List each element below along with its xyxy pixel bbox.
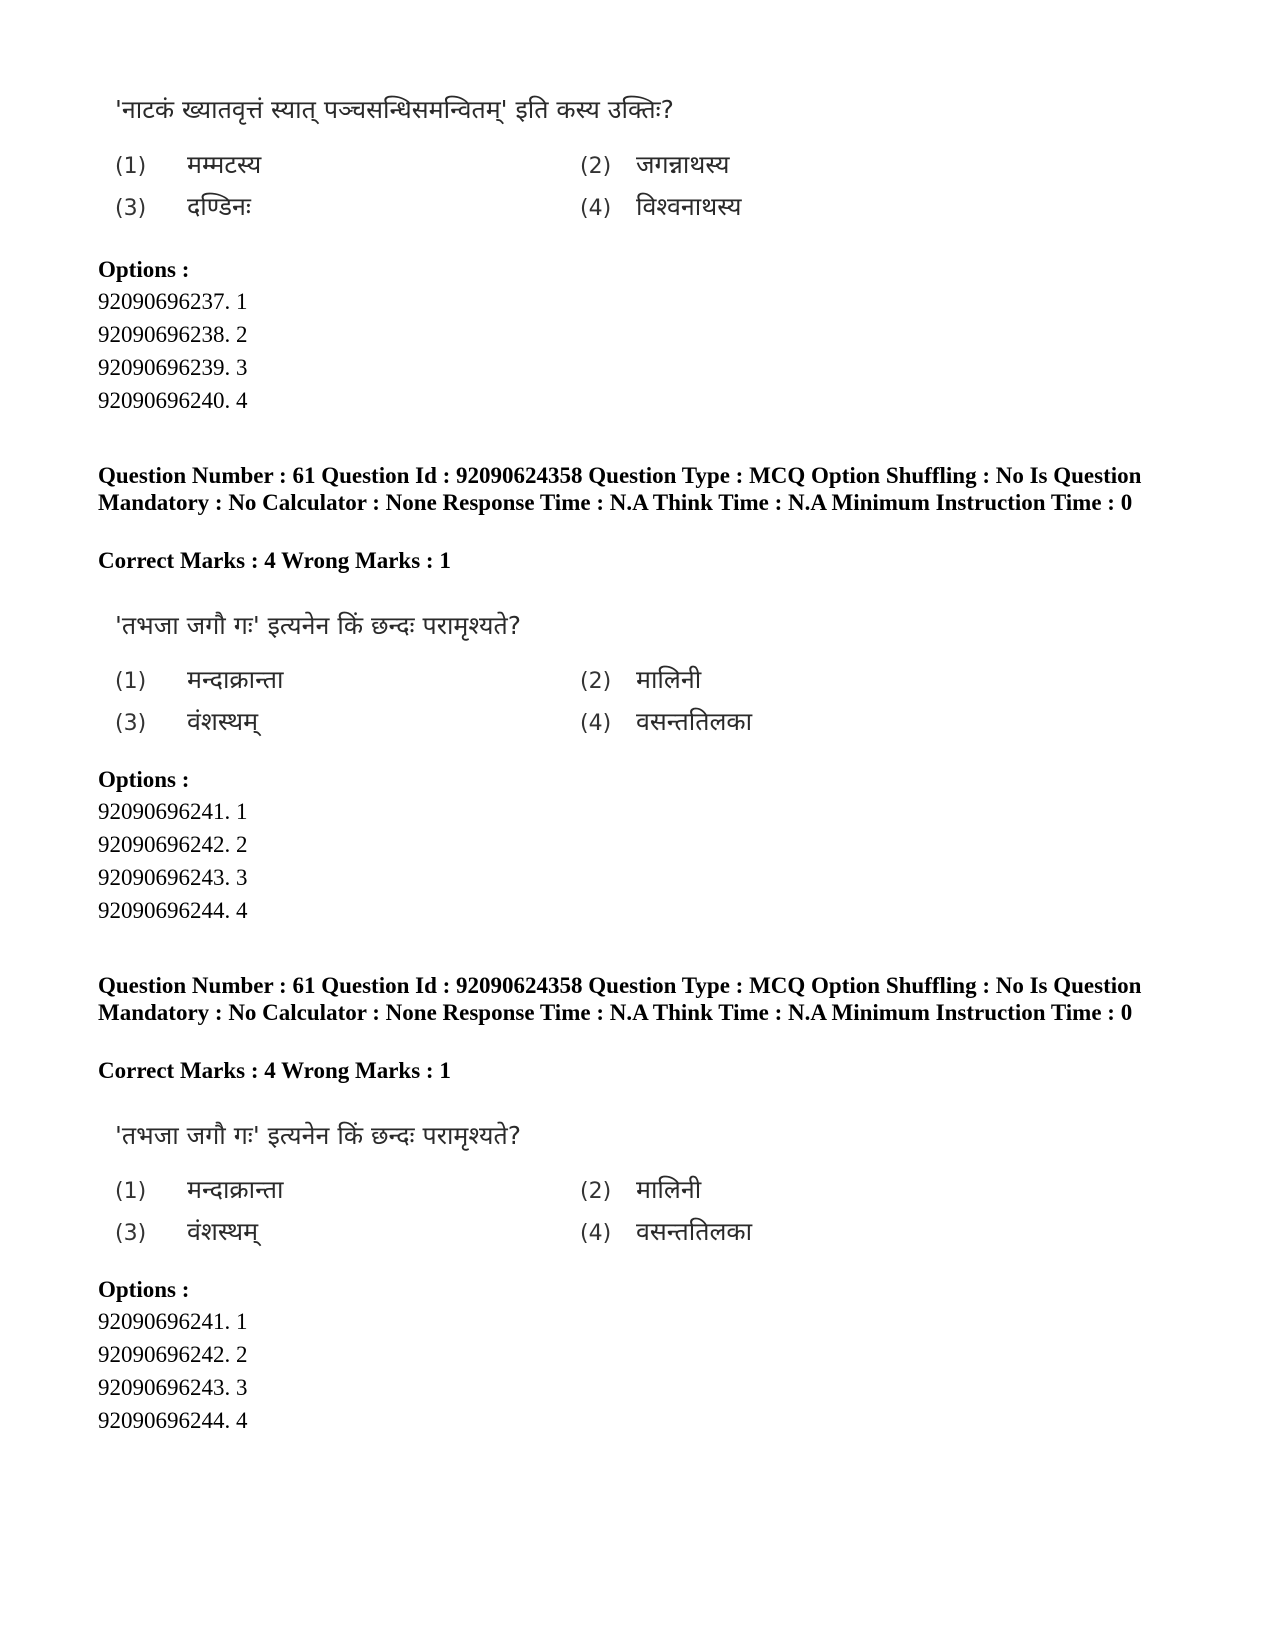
question-text: 'नाटकं ख्यातवृत्तं स्यात् पञ्चसन्धिसमन्वितम्' इति कस्य उक्तिः? — [115, 95, 674, 124]
choice-text: मालिनी — [636, 665, 702, 694]
option-id-line: 92090696244. 4 — [98, 1408, 248, 1433]
choice-number: (4) — [580, 711, 612, 736]
choice-2 — [580, 147, 730, 181]
question-text: 'तभजा जगौ गः' इत्यनेन किं छन्दः परामृश्यते? — [115, 1121, 522, 1150]
choice-number: (2) — [580, 1179, 612, 1204]
option-id-line: 92090696239. 3 — [98, 355, 248, 380]
choice-number: (2) — [580, 154, 612, 179]
options-label: Options : — [98, 767, 190, 792]
choice-number: (1) — [115, 1179, 147, 1204]
choice-number: (1) — [115, 669, 147, 694]
choice-text: मम्मटस्य — [187, 150, 262, 179]
choice-text: मन्दाक्रान्ता — [187, 665, 284, 694]
choice-text: विश्वनाथस्य — [636, 192, 742, 221]
choice-text: वसन्ततिलका — [636, 1217, 753, 1246]
choice-2 — [580, 662, 701, 696]
option-id-line: 92090696237. 1 — [98, 289, 248, 314]
choice-3 — [115, 1214, 258, 1248]
choice-number: (4) — [580, 1221, 612, 1246]
choice-3 — [115, 189, 251, 223]
question-metadata: Question Number : 61 Question Id : 92090624358 Question Type : MCQ Option Shuffling : No Is Question Mandatory : No Calculator : None Response Time : N.A Think Time : N.A Minimum Instruction Time : 0 — [98, 973, 1142, 1025]
choice-text: वसन्ततिलका — [636, 707, 753, 736]
choice-1 — [115, 147, 261, 181]
choice-4 — [580, 189, 741, 223]
question-text: 'तभजा जगौ गः' इत्यनेन किं छन्दः परामृश्यते? — [115, 611, 522, 640]
choice-4 — [580, 704, 752, 738]
option-id-line: 92090696244. 4 — [98, 898, 248, 923]
choice-2 — [580, 1172, 701, 1206]
question-metadata: Question Number : 61 Question Id : 92090624358 Question Type : MCQ Option Shuffling : No Is Question Mandatory : No Calculator : None Response Time : N.A Think Time : N.A Minimum Instruction Time : 0 — [98, 463, 1142, 515]
option-id-line: 92090696241. 1 — [98, 1309, 248, 1334]
option-id-line: 92090696242. 2 — [98, 1342, 248, 1367]
option-id-line: 92090696240. 4 — [98, 388, 248, 413]
choice-1 — [115, 1172, 284, 1206]
choice-number: (4) — [580, 196, 612, 221]
choice-number: (3) — [115, 1221, 147, 1246]
option-id-line: 92090696243. 3 — [98, 1375, 248, 1400]
choice-3 — [115, 704, 258, 738]
options-label: Options : — [98, 257, 190, 282]
marks-line: Correct Marks : 4 Wrong Marks : 1 — [98, 1058, 451, 1083]
choice-text: मन्दाक्रान्ता — [187, 1175, 284, 1204]
choice-text: मालिनी — [636, 1175, 702, 1204]
option-id-line: 92090696243. 3 — [98, 865, 248, 890]
choice-number: (3) — [115, 196, 147, 221]
choice-text: दण्डिनः — [187, 192, 251, 221]
marks-line: Correct Marks : 4 Wrong Marks : 1 — [98, 548, 451, 573]
choice-4 — [580, 1214, 752, 1248]
option-id-line: 92090696242. 2 — [98, 832, 248, 857]
choice-text: वंशस्थम् — [187, 707, 259, 736]
choice-number: (2) — [580, 669, 612, 694]
choice-text: जगन्नाथस्य — [636, 150, 730, 179]
option-id-line: 92090696241. 1 — [98, 799, 248, 824]
choice-number: (1) — [115, 154, 147, 179]
options-label: Options : — [98, 1277, 190, 1302]
choice-text: वंशस्थम् — [187, 1217, 259, 1246]
choice-1 — [115, 662, 284, 696]
choice-number: (3) — [115, 711, 147, 736]
option-id-line: 92090696238. 2 — [98, 322, 248, 347]
